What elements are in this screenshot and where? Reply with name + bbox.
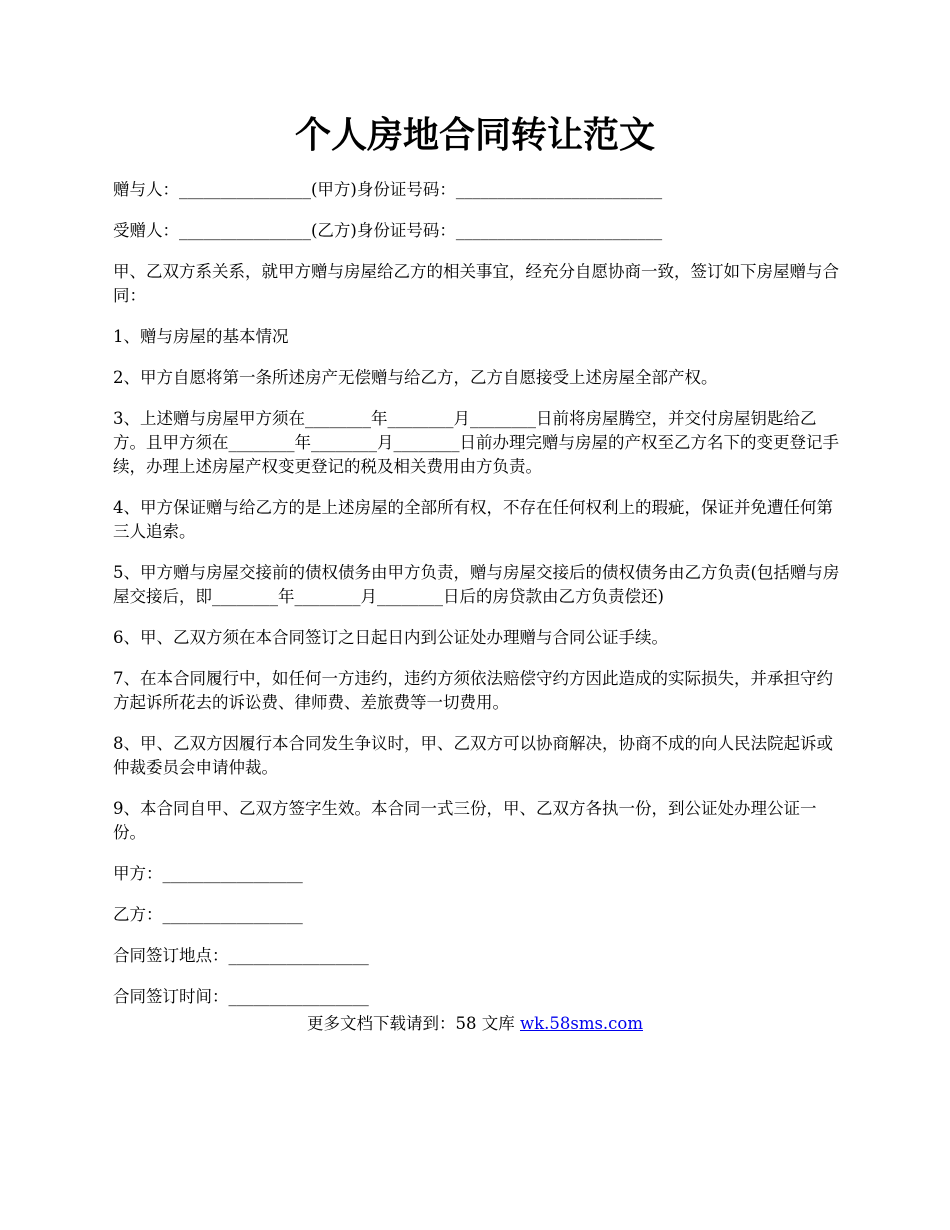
clause-2: 2、甲方自愿将第一条所述房产无偿赠与给乙方，乙方自愿接受上述房屋全部产权。 xyxy=(113,368,718,387)
intro-paragraph: 甲、乙双方系关系，就甲方赠与房屋给乙方的相关事宜，经充分自愿协商一致，签订如下房屋赠与合同： xyxy=(113,262,839,305)
donor-line: 赠与人：________________(甲方)身份证号码：_________________________ xyxy=(113,180,663,199)
footer-link[interactable]: wk.58sms.com xyxy=(519,1014,643,1033)
document-title: 个人房地合同转让范文 xyxy=(294,114,655,156)
clause-3: 3、上述赠与房屋甲方须在________年________月________日前将房屋腾空，并交付房屋钥匙给乙方。且甲方须在________年________月________日前办理完赠与房屋的产权至乙方名下的变更登记手续，办理上述房屋产权变更登记的税及相关费用由方负责。 xyxy=(113,409,839,476)
footer xyxy=(0,1012,950,1036)
party-b-signature: 乙方：_________________ xyxy=(113,905,303,924)
clause-9: 9、本合同自甲、乙双方签字生效。本合同一式三份，甲、乙双方各执一份，到公证处办理公证一份。 xyxy=(113,799,817,842)
clause-8: 8、甲、乙双方因履行本合同发生争议时，甲、乙双方可以协商解决，协商不成的向人民法院起诉或仲裁委员会申请仲裁。 xyxy=(113,734,833,777)
clause-6: 6、甲、乙双方须在本合同签订之日起日内到公证处办理赠与合同公证手续。 xyxy=(113,628,668,647)
clause-1: 1、赠与房屋的基本情况 xyxy=(113,327,289,346)
footer-text: 更多文档下载请到：58 文库 xyxy=(306,1014,520,1033)
clause-4: 4、甲方保证赠与给乙方的是上述房屋的全部所有权，不存在任何权利上的瑕疵，保证并免遭任何第三人追索。 xyxy=(113,498,833,541)
signing-time: 合同签订时间：_________________ xyxy=(113,987,369,1006)
party-a-signature: 甲方：_________________ xyxy=(113,864,303,883)
clause-5: 5、甲方赠与房屋交接前的债权债务由甲方负责，赠与房屋交接后的债权债务由乙方负责(包括赠与房屋交接后，即________年________月________日后的房贷款由乙方负责偿还) xyxy=(113,563,840,606)
clause-7: 7、在本合同履行中，如任何一方违约，违约方须依法赔偿守约方因此造成的实际损失，并承担守约方起诉所花去的诉讼费、律师费、差旅费等一切费用。 xyxy=(113,669,833,712)
signing-place: 合同签订地点：_________________ xyxy=(113,946,369,965)
document-body xyxy=(113,178,843,1026)
donee-line: 受赠人：________________(乙方)身份证号码：_________________________ xyxy=(113,221,663,240)
